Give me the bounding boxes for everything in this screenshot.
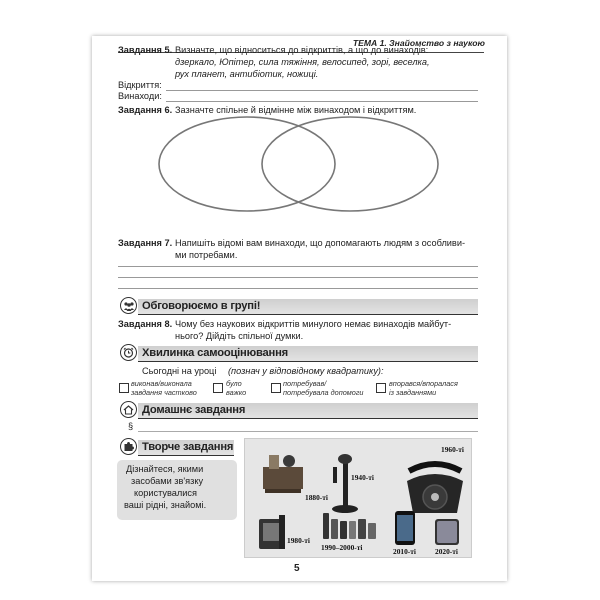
group-section-title: Обговорюємо в групі! [142,300,261,312]
selfcheck-hint: (познач у відповідному квадратику): [228,366,384,376]
task5-label: Завдання 5. [118,45,173,55]
phone-1980-image [259,515,285,549]
task7-answer-line[interactable] [118,277,478,278]
phone-2010-image [395,511,415,545]
alarm-clock-icon [120,344,137,361]
year-label-1940: 1940-ті [351,473,374,482]
homework-answer-line[interactable] [138,431,478,432]
task8-label: Завдання 8. [118,319,173,329]
year-label-2010: 2010-ті [393,547,416,556]
task7-line-1: Напишіть відомі вам винаходи, що допомагають людям з особливи- [175,238,466,248]
task5-text: Визначте, що відноситься до відкриттів, а що до винаходів: [175,45,429,55]
task6-label: Завдання 6. [118,105,173,115]
inventions-label: Винаходи: [118,91,162,101]
selfcheck-prompt: Сьогодні на уроці [142,366,217,376]
venn-circle-left[interactable] [159,117,335,211]
puzzle-icon [120,438,137,455]
venn-diagram[interactable] [152,114,452,214]
homework-section-title: Домашнє завдання [142,404,246,416]
phone-1960-image [407,464,463,513]
task6-text: Зазначте спільне й відмінне між винаходом і відкриттям. [175,105,417,115]
task7-answer-line[interactable] [118,288,478,289]
selfcheck-option-partial-l1: виконав/виконала [131,379,192,388]
task7-label: Завдання 7. [118,238,173,248]
selfcheck-option-done-l2: із завданнями [389,388,437,397]
selfcheck-checkbox-hard[interactable] [213,383,223,393]
selfcheck-checkbox-help[interactable] [271,383,281,393]
task5-words-2: рух планет, антибіотик, ножиці. [175,69,319,79]
selfcheck-option-hard-l2: важко [226,388,247,397]
selfcheck-option-done-l1: впорався/впоралася [389,379,458,388]
selfcheck-section-title: Хвилинка самооцінювання [142,347,288,359]
creative-text-3: користувалися [134,488,197,498]
task8-line-2: нього? Дійдіть спільної думки. [175,331,304,341]
year-label-1880: 1880-ті [305,493,328,502]
creative-section-title: Творче завдання [142,441,234,453]
phone-2020-image [435,519,459,545]
task5-words-1: дзеркало, Юпітер, сила тяжіння, велосипед, зорі, веселка, [175,57,430,67]
year-label-1960: 1960-ті [441,445,464,454]
year-label-2020: 2020-ті [435,547,458,556]
year-label-1990-2000: 1990–2000-ті [321,543,363,552]
header-title: ТЕМА 1. Знайомство з наукою [352,38,485,48]
house-icon [120,401,137,418]
discoveries-answer-line[interactable] [166,90,478,91]
venn-circle-right[interactable] [262,117,438,211]
group-people-icon [120,297,137,314]
discoveries-label: Відкриття: [118,80,162,90]
selfcheck-option-help-l1: потребував/ [283,379,327,388]
telephones-illustration [244,438,472,558]
creative-text-2: засобами зв'язку [131,476,204,486]
phone-1990-2000-image [323,513,376,539]
task8-line-1: Чому без наукових відкриттів минулого немає винаходів майбут- [175,319,452,329]
workbook-page [92,36,507,581]
selfcheck-checkbox-done[interactable] [376,383,386,393]
paragraph-symbol: § [128,421,134,431]
phone-1940-image [332,454,358,513]
task7-line-2: ми потребами. [175,250,238,260]
page-number: 5 [294,563,300,574]
creative-text-1: Дізнайтеся, якими [126,464,204,474]
inventions-answer-line[interactable] [166,101,478,102]
selfcheck-option-hard-l1: було [226,379,242,388]
selfcheck-option-help-l2: потребувала допомоги [283,388,364,397]
selfcheck-option-partial-l2: завдання частково [131,388,197,397]
phone-1880-image [263,455,303,493]
selfcheck-checkbox-partial[interactable] [119,383,129,393]
year-label-1980: 1980-ті [287,536,310,545]
creative-text-4: ваші рідні, знайомі. [124,500,207,510]
task7-answer-line[interactable] [118,266,478,267]
